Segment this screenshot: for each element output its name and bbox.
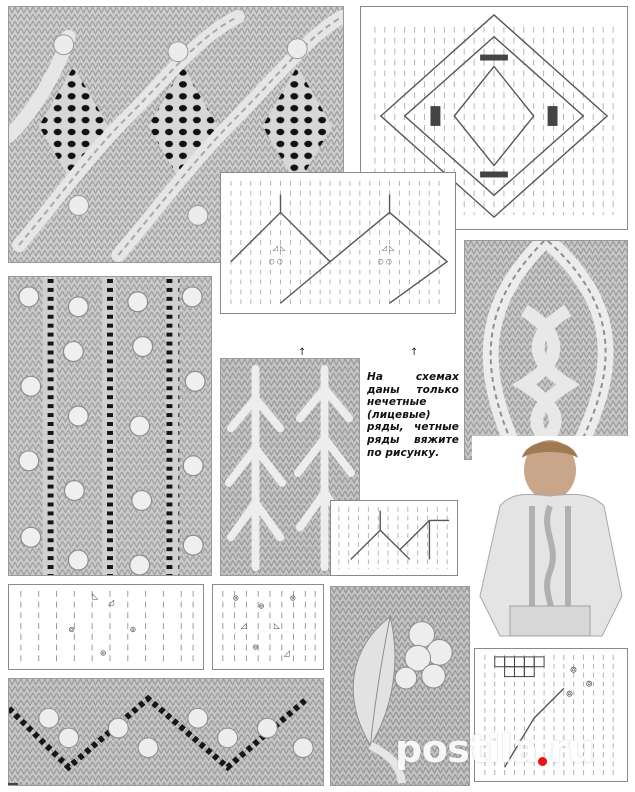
svg-text:◿ ◺: ◿ ◺ bbox=[381, 243, 395, 252]
corner-mark bbox=[8, 783, 18, 785]
bobble-lace-photo bbox=[8, 276, 212, 576]
arrow-up-icon: ↑ bbox=[298, 347, 307, 358]
braided-diamond-photo bbox=[464, 240, 628, 460]
model-sweater-photo bbox=[472, 436, 628, 646]
svg-text:○ ○: ○ ○ bbox=[377, 257, 392, 266]
svg-text:⊚: ⊚ bbox=[100, 648, 107, 658]
bobble-chart-1 bbox=[8, 584, 204, 670]
svg-text:◿: ◿ bbox=[283, 648, 290, 658]
chart-note: На схемах даны только нечетные (лицевые) ряды, четные ряды вяжите по рисунку. bbox=[367, 371, 459, 459]
svg-text:⊚: ⊚ bbox=[569, 665, 578, 676]
svg-text:◿ ◺: ◿ ◺ bbox=[272, 243, 286, 252]
svg-text:⊚: ⊚ bbox=[252, 642, 259, 652]
watermark-dot bbox=[538, 757, 547, 766]
svg-text:⊚: ⊚ bbox=[585, 679, 593, 690]
svg-text:⊚: ⊚ bbox=[258, 601, 265, 611]
tree-chart bbox=[330, 500, 458, 576]
svg-text:⊚: ⊚ bbox=[68, 624, 76, 634]
svg-text:⊚: ⊚ bbox=[129, 624, 137, 634]
watermark-logo bbox=[395, 718, 594, 780]
watermark-tld: ru bbox=[549, 727, 595, 771]
watermark-brand: postila bbox=[395, 727, 538, 771]
svg-text:◿: ◿ bbox=[107, 597, 115, 607]
arrow-up-icon: ↑ bbox=[410, 347, 419, 358]
bobble-zigzag-photo bbox=[8, 678, 324, 786]
svg-text:⊚: ⊚ bbox=[565, 689, 574, 700]
svg-text:○ ○: ○ ○ bbox=[268, 257, 283, 266]
svg-text:◿: ◿ bbox=[240, 620, 247, 630]
svg-text:◺: ◺ bbox=[92, 591, 99, 601]
svg-text:⊚: ⊚ bbox=[232, 593, 240, 603]
bobble-chart-2 bbox=[212, 584, 324, 670]
double-diamond-chart bbox=[220, 172, 456, 314]
svg-text:⊚: ⊚ bbox=[289, 593, 297, 603]
svg-text:◺: ◺ bbox=[273, 620, 280, 630]
